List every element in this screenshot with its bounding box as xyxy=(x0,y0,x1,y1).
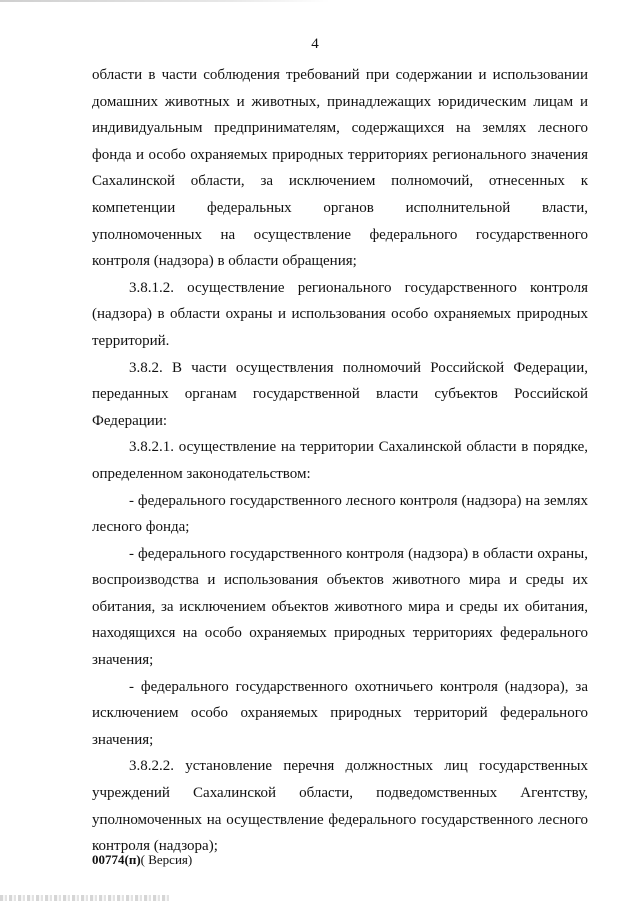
paragraph-continuation: области в части соблюдения требований при содержании и использовании домашних животных и животных, принадлежащих юридическим лицам и индивидуальным предпринимателям, содержащихся на землях лесного фонда и особо охраняемых природных территориях регионального значения Сахалинской области, за исключением полномочий, отнесенных к компетенции федеральных органов исполнительной власти, уполномоченных на осуществление федерального государственного контроля (надзора) в области обращения; xyxy=(92,67,588,270)
list-item-forest-control: - федерального государственного лесного контроля (надзора) на землях лесного фонда; xyxy=(92,492,588,536)
list-item-wildlife-control: - федерального государственного контроля (надзора) в области охраны, воспроизводства и использования объектов животного мира и среды их обитания, за исключением объектов животного мира и среды их обитания, находящихся на особо охраняемых природных территориях федерального значения; xyxy=(92,545,588,669)
scan-artifact-bottom xyxy=(0,895,170,901)
document-code: 00774(п) xyxy=(92,852,141,867)
paragraph-3-8-2: 3.8.2. В части осуществления полномочий Российской Федерации, переданных органам государственной власти субъектов Российской Федерации: xyxy=(92,359,588,429)
page-number: 4 xyxy=(311,36,319,52)
list-item-hunting-control: - федерального государственного охотничьего контроля (надзора), за исключением особо охраняемых природных территорий федерального значения; xyxy=(92,678,588,748)
paragraph-3-8-2-1: 3.8.2.1. осуществление на территории Сахалинской области в порядке, определенном законодательством: xyxy=(92,439,588,482)
document-footer xyxy=(92,852,192,868)
paragraph-3-8-2-2: 3.8.2.2. установление перечня должностных лиц государственных учреждений Сахалинской области, подведомственных Агентству, уполномоченных на осуществление федерального государственного лесного контроля (надзора); xyxy=(92,758,588,855)
document-version: ( Версия) xyxy=(140,852,193,867)
paragraph-3-8-1-2: 3.8.1.2. осуществление регионального государственного контроля (надзора) в области охраны и использования особо охраняемых природных территорий. xyxy=(92,279,588,349)
document-body xyxy=(92,62,588,860)
scan-edge-top xyxy=(0,0,330,2)
